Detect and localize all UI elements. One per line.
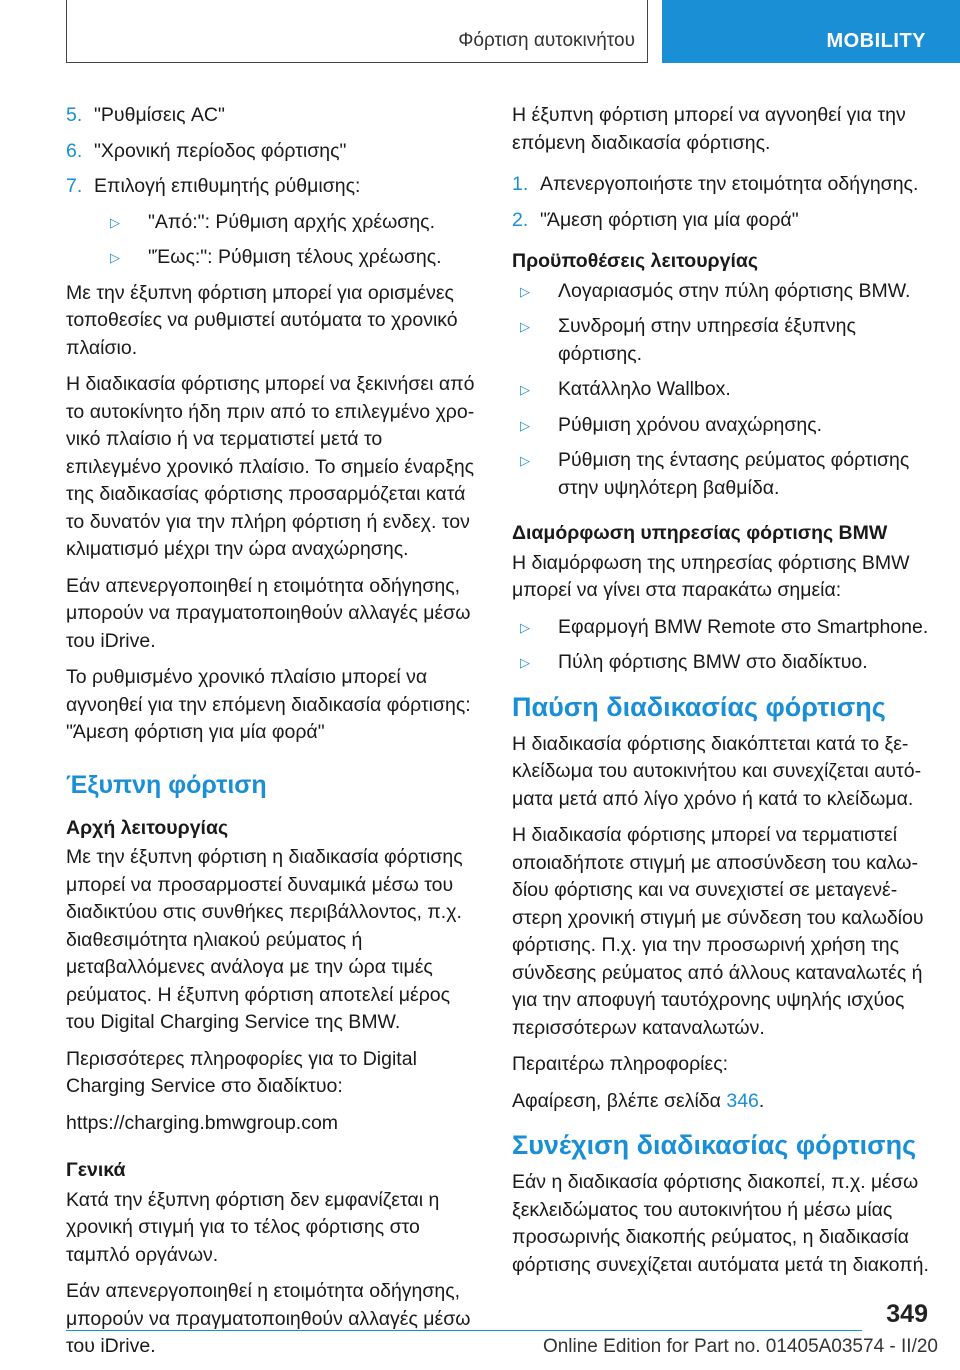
footer-divider	[66, 1330, 862, 1331]
right-column	[512, 102, 930, 1288]
bullet-text: Ρύθμιση της έντασης ρεύματος φόρτισης στην υψηλότερη βαθμίδα.	[558, 449, 910, 499]
paragraph: Η έξυπνη φόρτιση μπορεί να αγνοηθεί για την επόμενη διαδικασία φόρτισης.	[512, 104, 906, 154]
triangle-bullet-icon: ▷	[520, 417, 530, 433]
triangle-bullet-icon: ▷	[110, 214, 120, 230]
sub-heading: Προϋποθέσεις λειτουργίας	[512, 250, 759, 272]
step-text: Επιλογή επιθυμητής ρύθμισης:	[94, 175, 361, 197]
step-item	[66, 173, 478, 201]
step-item	[512, 171, 930, 199]
paragraph: Περαιτέρω πληροφορίες:	[512, 1053, 729, 1075]
bullet-item	[512, 649, 930, 677]
bullet-text: "Από:": Ρύθμιση αρχής χρέωσης.	[148, 210, 435, 233]
section-heading: Συνέχιση διαδικασίας φόρτισης	[512, 1130, 917, 1160]
paragraph: Κατά την έξυπνη φόρτιση δεν εμφανίζεται η χρονική στιγμή για το τέλος φόρτισης στο ταμπλό οργάνων.	[66, 1188, 440, 1266]
paragraph: Εάν απενεργοποιηθεί η ετοιμότητα οδήγησης, μπορούν να πραγματοποιηθούν αλλαγές μέσω του iDrive.	[66, 574, 471, 652]
step-text: "Ρυθμίσεις AC"	[94, 104, 225, 126]
sub-heading: Αρχή λειτουργίας	[66, 816, 229, 839]
bullet-text: Εφαρμογή BMW Remote στο Smartphone.	[558, 615, 929, 638]
step-text: "Χρονική περίοδος φόρτισης"	[94, 139, 347, 162]
triangle-bullet-icon: ▷	[520, 319, 530, 334]
bullet-text: Κατάλληλο Wallbox.	[558, 378, 731, 400]
footer-edition: Online Edition for Part no. 01405A03574 - II/20	[542, 1336, 938, 1357]
triangle-bullet-icon: ▷	[520, 382, 530, 397]
paragraph: Το ρυθμισμένο χρονικό πλαίσιο μπορεί να αγνοηθεί για την επόμενη διαδικασία φόρτισης: "Άμεση φόρτιση για μία φορά"	[66, 666, 471, 743]
sub-bullet	[66, 244, 478, 272]
paragraph: Με την έξυπνη φόρτιση μπορεί για ορισμένες τοποθεσίες να ρυθμιστεί αυτόματα το χρονικό πλαίσιο.	[66, 281, 458, 359]
paragraph: Η διαδικασία φόρτισης μπορεί να τερματιστεί οποιαδήποτε στιγμή με αποσύνδεση του καλωδίου φόρτισης και να συνεχιστεί σε μεταγενέστερη χρονική στιγμή με σύνδεση του καλωδίου φόρτισης. Π.χ. για την προσωρινή χρήση της σύνδεσης ρεύματος από άλλους καταναλωτές ή για την αποφυγή ταυτόχρονης υψηλής ισχύος περισσότερων καταναλωτών.	[512, 824, 924, 1039]
step-number: 6.	[66, 139, 83, 162]
step-number: 2.	[512, 208, 529, 231]
paragraph: Εάν η διαδικασία φόρτισης διακοπεί, π.χ. μέσω ξεκλειδώματος του αυτοκινήτου ή μέσω μίας προσωρινής διακοπής ρεύματος, η διαδικασία φόρτισης συνεχίζεται αυτόματα μετά τη διακοπή.	[512, 1171, 929, 1276]
url-text: https://charging.bmwgroup.com	[66, 1111, 339, 1134]
paragraph: Περισσότερες πληροφορίες για το Digital Charging Service στο διαδίκτυο:	[66, 1047, 417, 1097]
bullet-text: Ρύθμιση χρόνου αναχώρησης.	[558, 413, 823, 436]
bullet-item	[512, 412, 930, 440]
bullet-item	[512, 376, 930, 404]
reference-text: Αφαίρεση, βλέπε σελίδα	[512, 1089, 727, 1112]
step-text: Απενεργοποιήστε την ετοιμότητα οδήγησης.	[540, 173, 919, 195]
bullet-item	[512, 447, 930, 502]
bullet-text: "Έως:": Ρύθμιση τέλους χρέωσης.	[148, 246, 442, 268]
page-number: 349	[886, 1300, 928, 1328]
paragraph: Η διαμόρφωση της υπηρεσίας φόρτισης BMW μπορεί να γίνει στα παρακάτω σημεία:	[512, 551, 910, 601]
bullet-text: Λογαριασμός στην πύλη φόρτισης BMW.	[558, 279, 911, 302]
header-frame	[66, 0, 648, 63]
bullet-item	[512, 313, 930, 368]
section-heading: Παύση διαδικασίας φόρτισης	[512, 691, 886, 722]
chapter-tab-label: MOBILITY	[826, 30, 926, 52]
step-item	[66, 138, 478, 166]
step-text: "Άμεση φόρτιση για μία φορά"	[540, 208, 799, 231]
bullet-item	[512, 614, 930, 642]
paragraph: Η διαδικασία φόρτισης μπορεί να ξεκινήσει από το αυτοκίνητο ήδη πριν από το επιλεγμένο χρονικό πλαίσιο ή να τερματιστεί μετά το επιλεγμένο χρονικό πλαίσιο. Το σημείο έναρξης της διαδικασίας φόρτισης προσαρμόζεται κατά το δυνατόν για την πλήρη φόρτιση ή ενδεχ. τον κλιματισμό μέχρι την ώρα αναχώρησης.	[66, 373, 475, 560]
sub-heading: Γενικά	[66, 1159, 126, 1181]
sub-bullet	[66, 209, 478, 237]
paragraph: Με την έξυπνη φόρτιση η διαδικασία φόρτισης μπορεί να προσαρμοστεί δυναμικά μέσω του διαδικτύου στις συνθήκες περιβάλλοντος, π.χ. διαθεσιμότητα ηλιακού ρεύματος ή μεταβαλλόμενες ανάλογα με την ώρα τιμές ρεύματος. Η έξυπνη φόρτιση αποτελεί μέρος του Digital Charging Service της BMW.	[66, 846, 463, 1033]
paragraph	[512, 1088, 930, 1116]
triangle-bullet-icon: ▷	[520, 619, 530, 635]
step-number: 7.	[66, 175, 83, 197]
step-item	[66, 102, 478, 130]
sub-heading: Διαμόρφωση υπηρεσίας φόρτισης BMW	[512, 522, 888, 544]
triangle-bullet-icon: ▷	[110, 250, 120, 265]
section-heading: Έξυπνη φόρτιση	[66, 770, 267, 799]
page-link[interactable]: 346	[726, 1089, 759, 1112]
step-item	[512, 207, 930, 235]
triangle-bullet-icon: ▷	[520, 655, 530, 670]
triangle-bullet-icon: ▷	[520, 453, 530, 468]
chapter-tab[interactable]	[662, 0, 960, 63]
bullet-text: Πύλη φόρτισης BMW στο διαδίκτυο.	[558, 651, 868, 673]
left-column	[66, 102, 478, 1370]
reference-suffix: .	[758, 1089, 765, 1112]
triangle-bullet-icon: ▷	[520, 283, 530, 299]
paragraph: Εάν απενεργοποιηθεί η ετοιμότητα οδήγησης, μπορούν να πραγματοποιηθούν αλλαγές μέσω του iDrive.	[66, 1280, 471, 1357]
step-number: 5.	[66, 104, 83, 126]
bullet-item	[512, 278, 930, 306]
paragraph: Η διαδικασία φόρτισης διακόπτεται κατά το ξεκλείδωμα του αυτοκινήτου και συνεχίζεται αυτόματα μετά από λίγο χρόνο ή κατά το κλείδωμα.	[512, 732, 922, 810]
section-title: Φόρτιση αυτοκινήτου	[458, 30, 635, 51]
bullet-text: Συνδρομή στην υπηρεσία έξυπνης φόρτισης.	[558, 315, 856, 365]
step-number: 1.	[512, 173, 529, 195]
